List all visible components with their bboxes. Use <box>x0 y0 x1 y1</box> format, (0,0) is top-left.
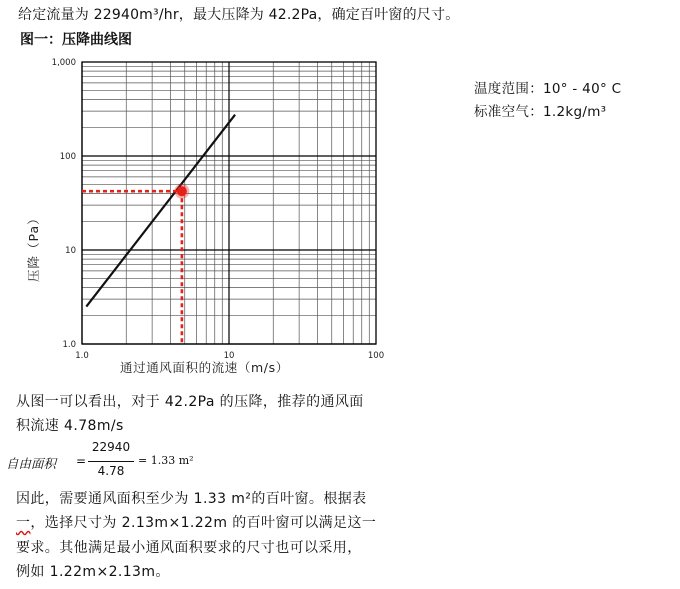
y-tick-label: 100 <box>59 152 76 162</box>
figure-title: 图一：压降曲线图 <box>20 32 132 48</box>
formula-label: 自由面积 <box>6 456 57 471</box>
paragraph-2-line-3: 要求。其他满足最小通风面积要求的尺寸也可以采用， <box>16 540 362 556</box>
wavy-underlined-char: 一 <box>16 515 31 531</box>
x-tick-label: 100 <box>367 351 385 361</box>
standard-air: 标准空气：1.2kg/m³ <box>474 104 607 120</box>
y-axis-label: 压降（Pa） <box>26 211 41 282</box>
paragraph-2-line-4: 例如 1.22m×2.13m。 <box>16 564 170 580</box>
fraction-bar <box>88 461 134 462</box>
pressure-drop-line <box>86 115 235 307</box>
given-statement: 给定流量为 22940m³/hr，最大压降为 42.2Pa，确定百叶窗的尺寸。 <box>18 7 460 23</box>
formula-equals: = <box>76 454 87 468</box>
paragraph-2-line-2-text: ，选择尺寸为 2.13m×1.22m 的百叶窗可以满足这一 <box>30 515 377 531</box>
x-axis-label: 通过通风面积的流速（m/s） <box>120 360 289 375</box>
operating-point-marker <box>177 186 187 196</box>
paragraph-1-line-1: 从图一可以看出，对于 42.2Pa 的压降，推荐的通风面 <box>16 394 364 410</box>
y-tick-label: 10 <box>65 246 76 256</box>
formula-numerator: 22940 <box>91 440 131 454</box>
x-tick-label: 10 <box>223 351 235 361</box>
y-tick-label: 1,000 <box>51 58 76 68</box>
paragraph-2-line-1: 因此，需要通风面积至少为 1.33 m²的百叶窗。根据表 <box>16 491 367 507</box>
temperature-range: 温度范围：10° - 40° C <box>474 81 622 97</box>
paragraph-1-line-2: 积流速 4.78m/s <box>16 418 124 434</box>
formula-result: = 1.33 m² <box>138 454 194 467</box>
free-area-formula <box>6 440 196 484</box>
paragraph-2-line-2 <box>16 512 376 532</box>
pressure-drop-chart <box>0 50 400 380</box>
formula-denominator: 4.78 <box>97 464 125 478</box>
x-tick-label: 1.0 <box>75 351 89 361</box>
y-tick-label: 1.0 <box>62 340 76 350</box>
